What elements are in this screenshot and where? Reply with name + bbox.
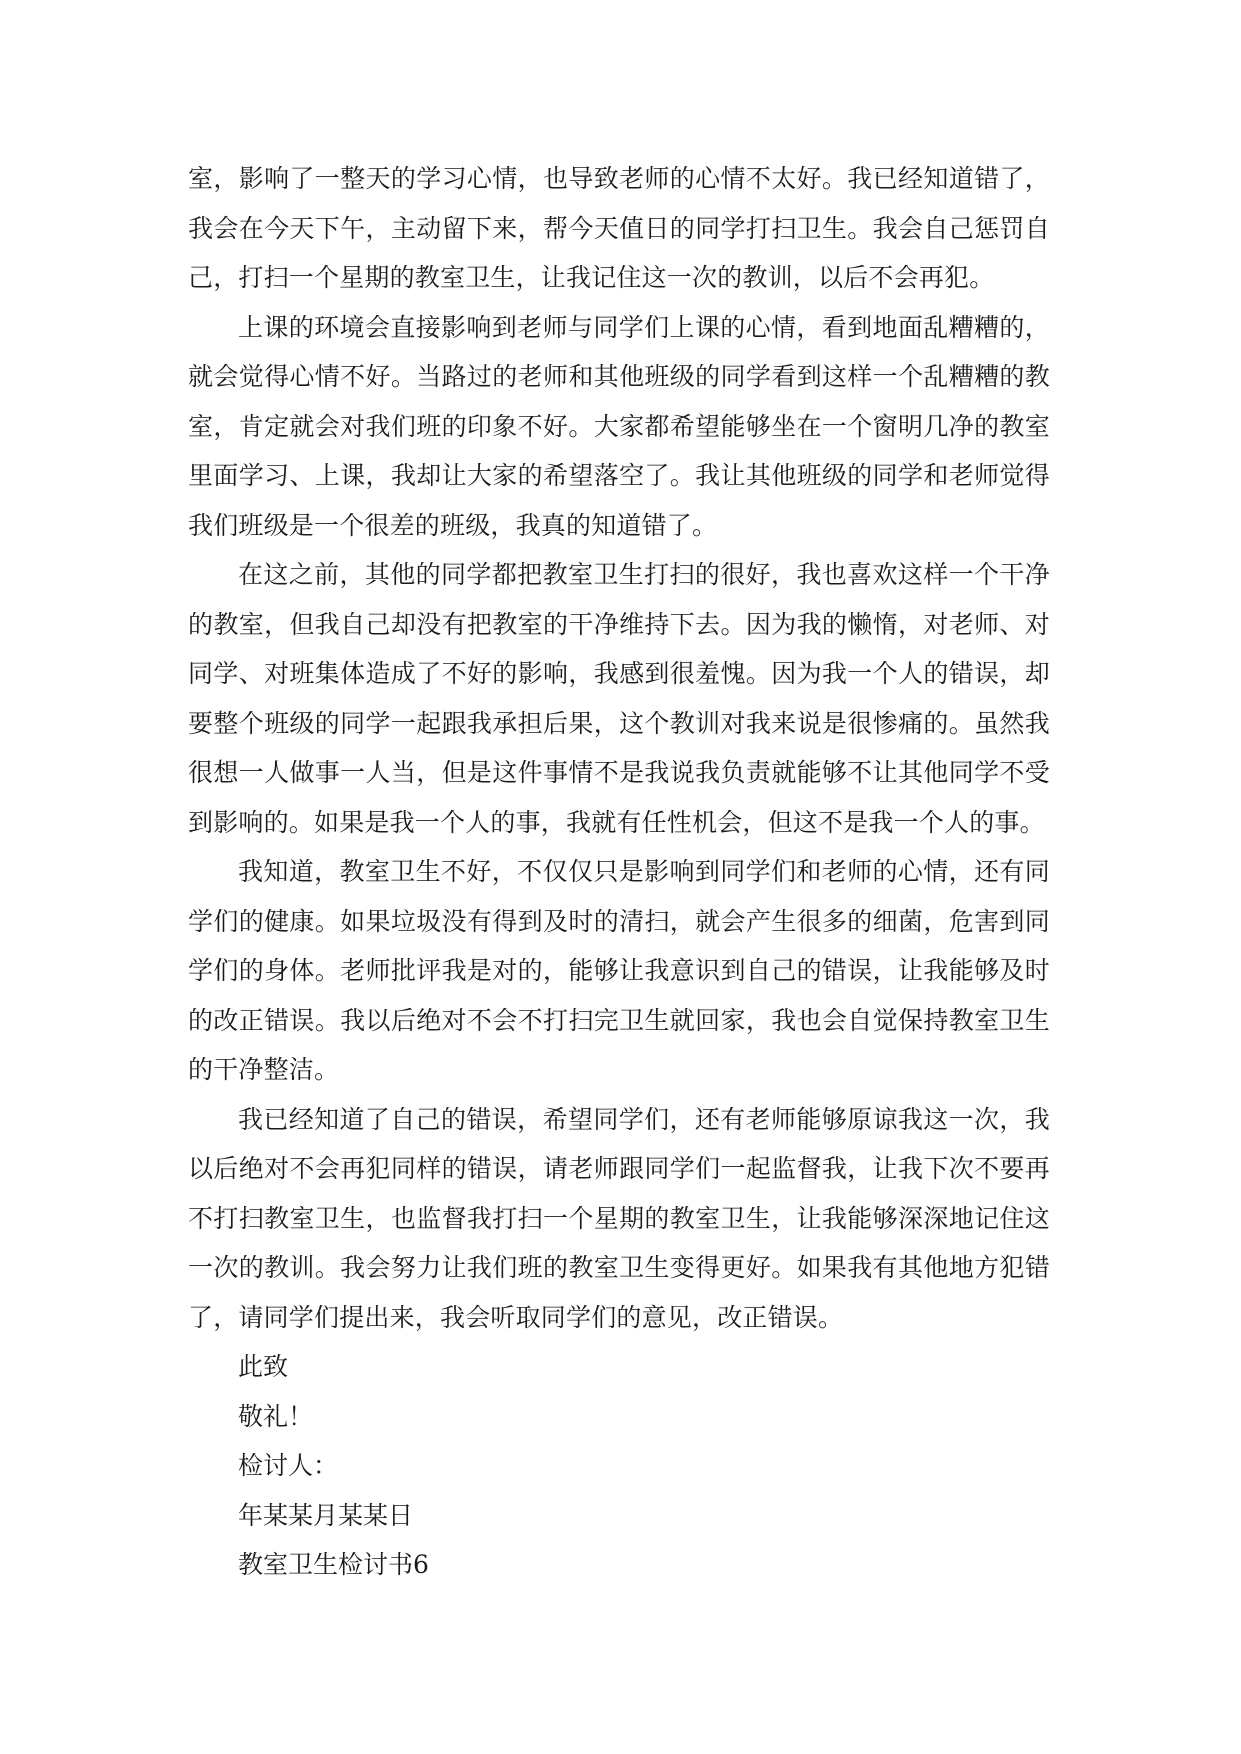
- body-paragraph-5: 我已经知道了自己的错误，希望同学们，还有老师能够原谅我这一次，我以后绝对不会再犯同样的错误，请老师跟同学们一起监督我，让我下次不要再不打扫教室卫生，也监督我打扫一个星期的教室卫生，让我能够深深地记住这一次的教训。我会努力让我们班的教室卫生变得更好。如果我有其他地方犯错了，请同学们提出来，我会听取同学们的意见，改正错误。: [188, 1104, 1050, 1332]
- body-paragraph-4: 我知道，教室卫生不好，不仅仅只是影响到同学们和老师的心情，还有同学们的健康。如果垃圾没有得到及时的清扫，就会产生很多的细菌，危害到同学们的身体。老师批评我是对的，能够让我意识到自己的错误，让我能够及时的改正错误。我以后绝对不会不打扫完卫生就回家，我也会自觉保持教室卫生的干净整洁。: [188, 857, 1050, 1084]
- signer-label: 检讨人：: [238, 1451, 339, 1480]
- closing-respect: 敬礼！: [238, 1401, 314, 1431]
- date-line: 年某某月某某日: [238, 1500, 414, 1530]
- document-page: [188, 154, 1050, 1590]
- body-paragraph-1: 室，影响了一整天的学习心情，也导致老师的心情不太好。我已经知道错了，我会在今天下午，主动留下来，帮今天值日的同学打扫卫生。我会自己惩罚自己，打扫一个星期的教室卫生，让我记住这一次的教训，以后不会再犯。: [188, 164, 1050, 292]
- closing-salutation: 此致: [238, 1352, 289, 1381]
- body-paragraph-2: 上课的环境会直接影响到老师与同学们上课的心情，看到地面乱糟糟的，就会觉得心情不好。当路过的老师和其他班级的同学看到这样一个乱糟糟的教室，肯定就会对我们班的印象不好。大家都希望能够坐在一个窗明几净的教室里面学习、上课，我却让大家的希望落空了。我让其他班级的同学和老师觉得我们班级是一个很差的班级，我真的知道错了。: [188, 312, 1050, 540]
- next-section-title: 教室卫生检讨书6: [238, 1550, 429, 1579]
- body-paragraph-3: 在这之前，其他的同学都把教室卫生打扫的很好，我也喜欢这样一个干净的教室，但我自己却没有把教室的干净维持下去。因为我的懒惰，对老师、对同学、对班集体造成了不好的影响，我感到很羞愧。因为我一个人的错误，却要整个班级的同学一起跟我承担后果，这个教训对我来说是很惨痛的。虽然我很想一人做事一人当，但是这件事情不是我说我负责就能够不让其他同学不受到影响的。如果是我一个人的事，我就有任性机会，但这不是我一个人的事。: [188, 560, 1050, 837]
